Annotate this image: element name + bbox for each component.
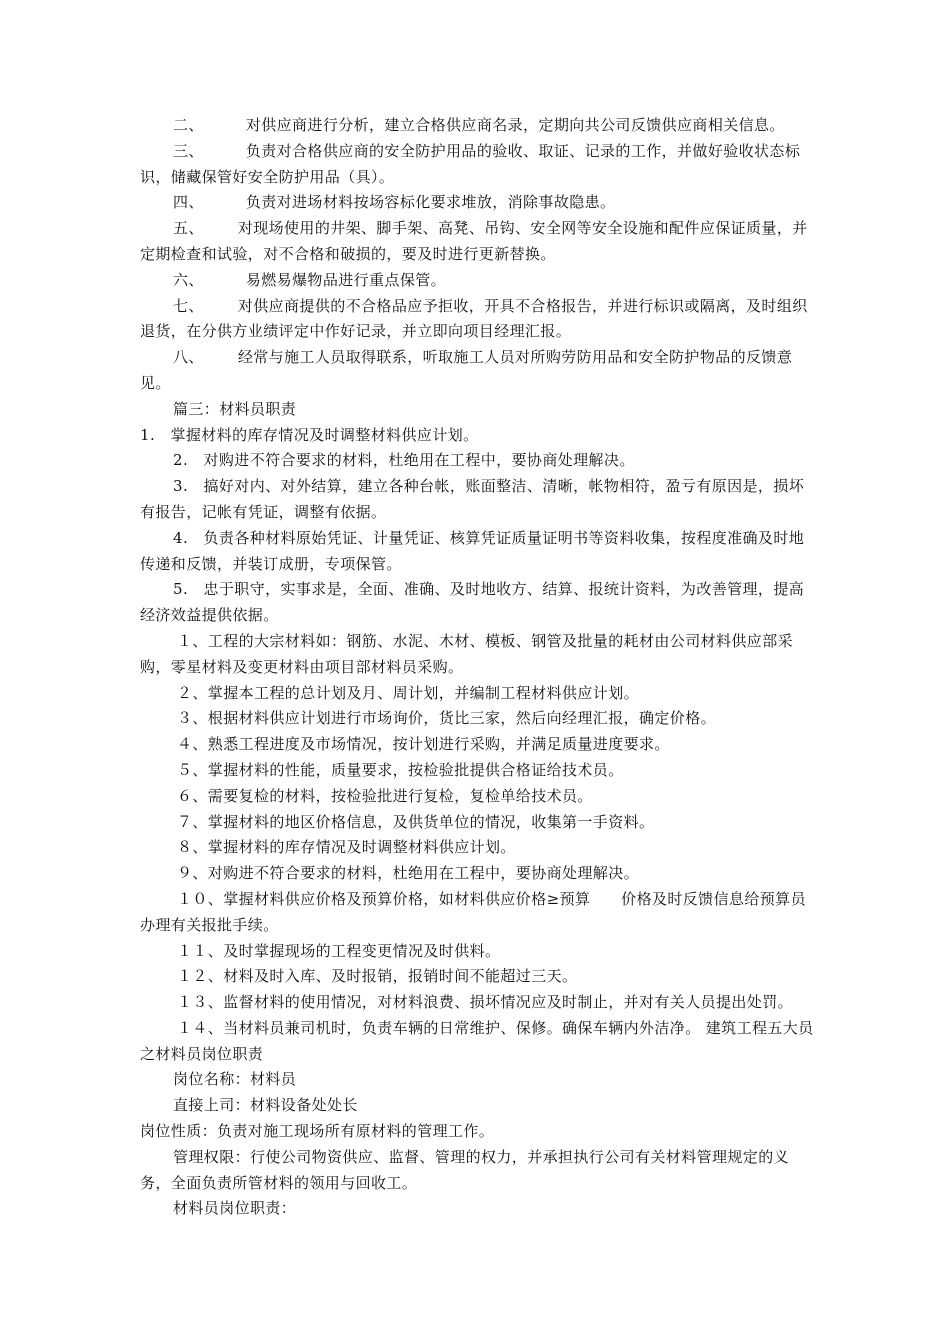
paragraph-lead: 七、	[173, 296, 204, 315]
paragraph-lead: 二、	[173, 116, 204, 134]
direct-superior: 直接上司：材料设备处处长	[173, 1096, 358, 1115]
paragraph-text: 对供应商进行分析，建立合格供应商名录，定期向共公司反馈供应商相关信息。	[245, 116, 785, 134]
list-item: 3. 搞好对内、对外结算，建立各种台帐，账面整洁、清晰，帐物相符，盈亏有原因是，损坏有报告，记帐有凭证，调整有依据。	[140, 477, 805, 521]
paragraph-text: 对供应商提供的不合格品应予拒收，开具不合格报告，并进行标识或隔离，及时组织退货，在分供方业绩评定中作好记录，并立即向项目经理汇报。	[140, 296, 808, 341]
management-authority: 管理权限：行使公司物资供应、监督、管理的权力，并承担执行公司有关材料管理规定的义务，全面负责所管材料的领用与回收工。	[140, 1147, 790, 1192]
paragraph-text: 对现场使用的井架、脚手架、高凳、吊钩、安全网等安全设施和配件应保证质量，并定期检查和试验，对不合格和破损的，要及时进行更新替换。	[140, 219, 808, 263]
paragraph	[140, 294, 815, 346]
document-body	[140, 113, 815, 1222]
duty-item: １４、当材料员兼司机时，负责车辆的日常维护、保修。确保车辆内外洁净。 建筑工程五大员之材料员岗位职责	[140, 1018, 814, 1063]
paragraph	[140, 190, 815, 216]
section-title: 篇三：材料员职责	[173, 399, 297, 418]
paragraph-text: 经常与施工人员取得联系，听取施工人员对所购劳防用品和安全防护物品的反馈意见。	[140, 348, 793, 392]
paragraph-lead: 六、	[173, 270, 204, 289]
list-item: 2. 对购进不符合要求的材料，杜绝用在工程中，要协商处理解决。	[173, 451, 635, 470]
list-item: 4. 负责各种材料原始凭证、计量凭证、核算凭证质量证明书等资料收集，按程度准确及时地传递和反馈，并装订成册，专项保管。	[140, 528, 805, 573]
duty-item: １３、监督材料的使用情况，对材料浪费、损坏情况应及时制止，并对有关人员提出处罚。	[177, 993, 794, 1012]
paragraph	[140, 268, 815, 294]
paragraph	[140, 139, 815, 191]
duties-heading: 材料员岗位职责：	[173, 1199, 297, 1218]
paragraph	[140, 113, 815, 139]
paragraph	[140, 345, 815, 397]
post-nature: 岗位性质：负责对施工现场所有原材料的管理工作。	[140, 1122, 495, 1141]
duty-item: ９、对购进不符合要求的材料，杜绝用在工程中，要协商处理解决。	[177, 864, 640, 883]
paragraph-lead: 五、	[173, 219, 204, 238]
duty-item: １０、掌握材料供应价格及预算价格，如材料供应价格≥预算 价格及时反馈信息给预算员办理有关报批手续。	[140, 889, 806, 934]
duty-item: ４、熟悉工程进度及市场情况，按计划进行采购，并满足质量进度要求。	[177, 735, 670, 754]
paragraph-lead: 四、	[173, 193, 204, 212]
duty-item: ２、掌握本工程的总计划及月、周计划，并编制工程材料供应计划。	[177, 683, 640, 702]
duty-item: １２、材料及时入库、及时报销，报销时间不能超过三天。	[177, 967, 578, 986]
duty-item: ３、根据材料供应计划进行市场询价，货比三家，然后向经理汇报，确定价格。	[177, 709, 717, 728]
duty-item: １、工程的大宗材料如：钢筋、水泥、木材、模板、钢管及批量的耗材由公司材料供应部采购，零星材料及变更材料由项目部材料员采购。	[140, 631, 794, 676]
duty-item: ８、掌握材料的库存情况及时调整材料供应计划。	[177, 838, 516, 857]
duty-item: ６、需要复检的材料，按检验批进行复检，复检单给技术员。	[177, 786, 593, 805]
duty-item: ５、掌握材料的性能，质量要求，按检验批提供合格证给技术员。	[177, 760, 624, 779]
paragraph-lead: 八、	[173, 348, 204, 367]
post-name: 岗位名称：材料员	[173, 1070, 297, 1089]
paragraph-text: 易燃易爆物品进行重点保管。	[245, 270, 447, 289]
duty-item: １１、及时掌握现场的工程变更情况及时供料。	[177, 941, 501, 960]
list-item: 5. 忠于职守，实事求是，全面、准确、及时地收方、结算、报统计资料，为改善管理，提高经济效益提供依据。	[140, 580, 805, 625]
paragraph-text: 负责对合格供应商的安全防护用品的验收、取证、记录的工作，并做好验收状态标识，储藏保管好安全防护用品（具）。	[140, 141, 801, 186]
list-item: 1. 掌握材料的库存情况及时调整材料供应计划。	[140, 425, 479, 444]
paragraph-text: 负责对进场材料按场容标化要求堆放，消除事故隐患。	[245, 193, 616, 212]
duty-item: ７、掌握材料的地区价格信息，及供货单位的情况，收集第一手资料。	[177, 812, 655, 831]
paragraph	[140, 216, 815, 268]
paragraph-lead: 三、	[173, 141, 204, 160]
